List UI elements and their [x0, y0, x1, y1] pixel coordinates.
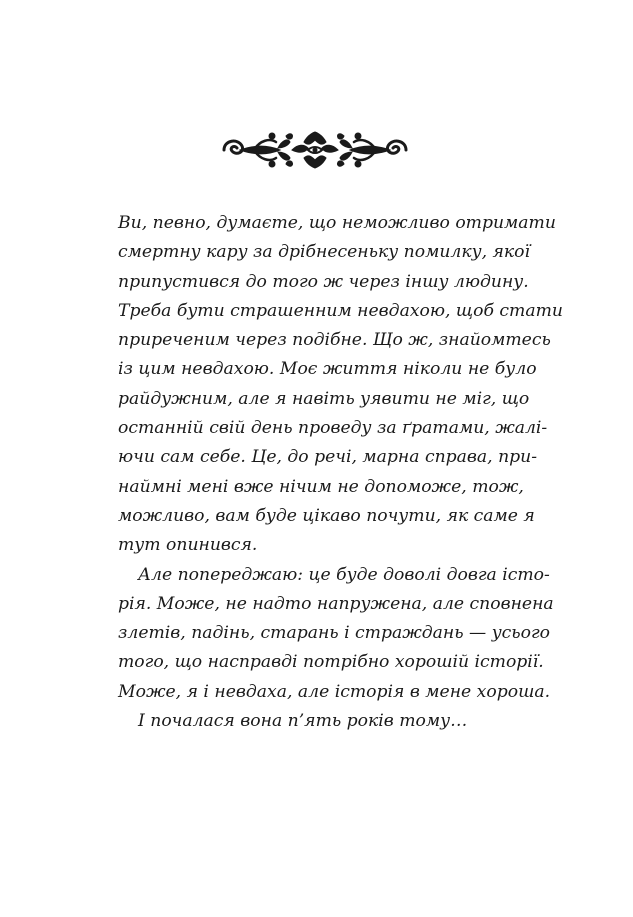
- paragraph: [118, 209, 563, 561]
- text-line: смертну кару за дрібнесеньку помилку, якої: [118, 242, 531, 263]
- text-line: Може, я і невдаха, але історія в мене хороша.: [118, 681, 551, 702]
- text-line: тут опинився.: [118, 535, 258, 556]
- text-line: ючи сам себе. Це, до речі, марна справа, при-: [118, 447, 538, 468]
- scroll-vine-ornament-icon: [220, 128, 410, 172]
- paragraph: [118, 561, 554, 707]
- text-line: приреченим через подібне. Що ж, знайомтесь: [118, 330, 551, 351]
- text-line: Треба бути страшенним невдахою, щоб стати: [118, 300, 563, 321]
- text-line: І почалася вона п’ять років тому…: [138, 711, 468, 732]
- text-line: Ви, певно, думаєте, що неможливо отримати: [118, 213, 556, 233]
- text-line: припустився до того ж через іншу людину.: [118, 271, 529, 292]
- text-line: можливо, вам буде цікаво почути, як саме я: [118, 505, 535, 526]
- text-line: рія. Може, не надто напружена, але сповнена: [118, 593, 554, 614]
- text-line: Але попереджаю: це буде доволі довга істо-: [138, 564, 550, 585]
- text-line: наймні мені вже нічим не допоможе, тож,: [118, 476, 524, 497]
- text-line: райдужним, але я навіть уявити не міг, що: [118, 388, 530, 409]
- text-line: останній свій день проведу за ґратами, жалі-: [118, 418, 548, 439]
- text-line: злетів, падінь, старань і страждань — усього: [118, 623, 551, 644]
- body-text: [118, 209, 563, 736]
- text-line: того, що насправді потрібно хорошій історії.: [118, 652, 544, 673]
- paragraph: [118, 707, 510, 736]
- text-line: із цим невдахою. Моє життя ніколи не було: [118, 359, 537, 380]
